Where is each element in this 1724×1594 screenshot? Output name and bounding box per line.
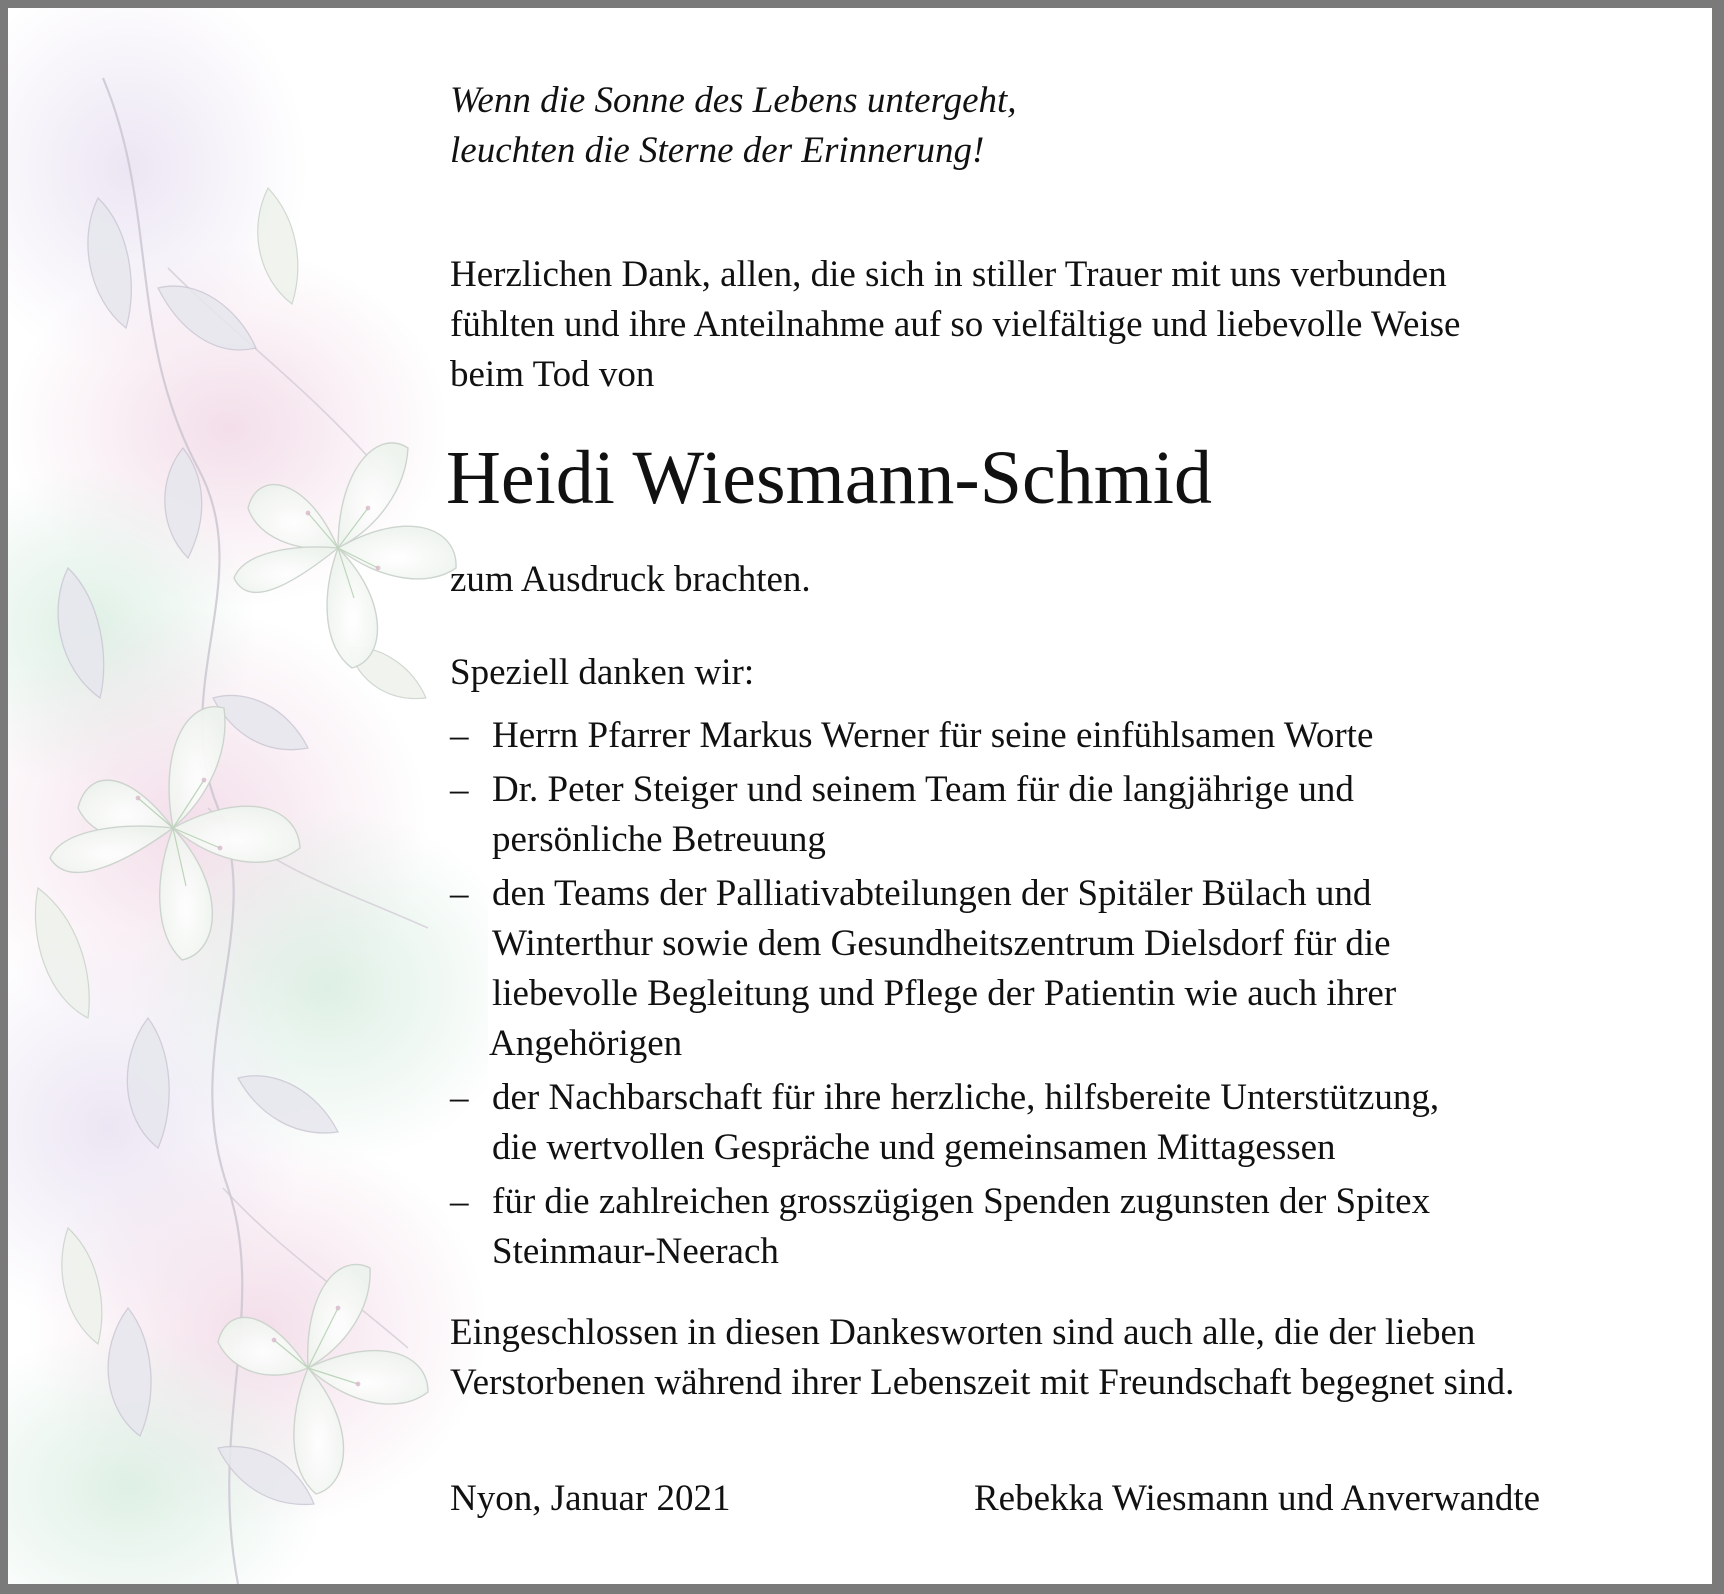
dash-bullet: –	[450, 873, 469, 914]
thanks-intro	[450, 250, 1460, 400]
dash-bullet: –	[450, 715, 469, 756]
list-item-line: Herrn Pfarrer Markus Werner für seine einfühlsamen Worte	[492, 715, 1374, 756]
list-item-line: liebevolle Begleitung und Pflege der Patientin wie auch ihrer	[492, 973, 1397, 1014]
list-item-line: Angehörigen	[489, 1023, 683, 1064]
motto-line: leuchten die Sterne der Erinnerung!	[450, 130, 985, 171]
special-thanks-list	[450, 711, 1439, 1281]
list-item-line: für die zahlreichen grosszügigen Spenden zugunsten der Spitex	[492, 1181, 1431, 1222]
list-item	[450, 1177, 1439, 1277]
list-item	[450, 711, 1439, 761]
memorial-motto	[450, 76, 1017, 176]
place-and-date: Nyon, Januar 2021	[450, 1478, 731, 1519]
list-item-line: persönliche Betreuung	[492, 819, 826, 860]
inclusion-line: Eingeschlossen in diesen Dankesworten sind auch alle, die der lieben	[450, 1312, 1476, 1353]
inclusion-statement	[450, 1308, 1514, 1408]
dash-bullet: –	[450, 769, 469, 810]
signature: Rebekka Wiesmann und Anverwandte	[974, 1478, 1541, 1519]
obituary-page	[8, 8, 1712, 1584]
list-item	[450, 1073, 1439, 1173]
special-thanks-heading: Speziell danken wir:	[450, 652, 755, 693]
deceased-name: Heidi Wiesmann-Schmid	[446, 436, 1212, 520]
lily-watercolor-icon	[8, 8, 488, 1584]
list-item-line: den Teams der Palliativabteilungen der Spitäler Bülach und	[492, 873, 1372, 914]
intro-line: fühlten und ihre Anteilnahme auf so vielfältige und liebevolle Weise	[450, 304, 1461, 345]
list-item	[450, 765, 1439, 865]
motto-line: Wenn die Sonne des Lebens untergeht,	[450, 80, 1017, 121]
intro-closing-phrase: zum Ausdruck brachten.	[450, 559, 811, 600]
list-item-line: Dr. Peter Steiger und seinem Team für die langjährige und	[492, 769, 1354, 810]
list-item	[450, 869, 1439, 1069]
intro-line: Herzlichen Dank, allen, die sich in stiller Trauer mit uns verbunden	[450, 254, 1447, 295]
list-item-line: die wertvollen Gespräche und gemeinsamen Mittagessen	[492, 1127, 1336, 1168]
list-item-line: Winterthur sowie dem Gesundheitszentrum Dielsdorf für die	[492, 923, 1391, 964]
inclusion-line: Verstorbenen während ihrer Lebenszeit mit Freundschaft begegnet sind.	[450, 1362, 1515, 1403]
dash-bullet: –	[450, 1181, 469, 1222]
dash-bullet: –	[450, 1077, 469, 1118]
list-item-line: Steinmaur-Neerach	[492, 1231, 779, 1272]
list-item-line: der Nachbarschaft für ihre herzliche, hilfsbereite Unterstützung,	[492, 1077, 1440, 1118]
intro-line: beim Tod von	[450, 354, 655, 395]
